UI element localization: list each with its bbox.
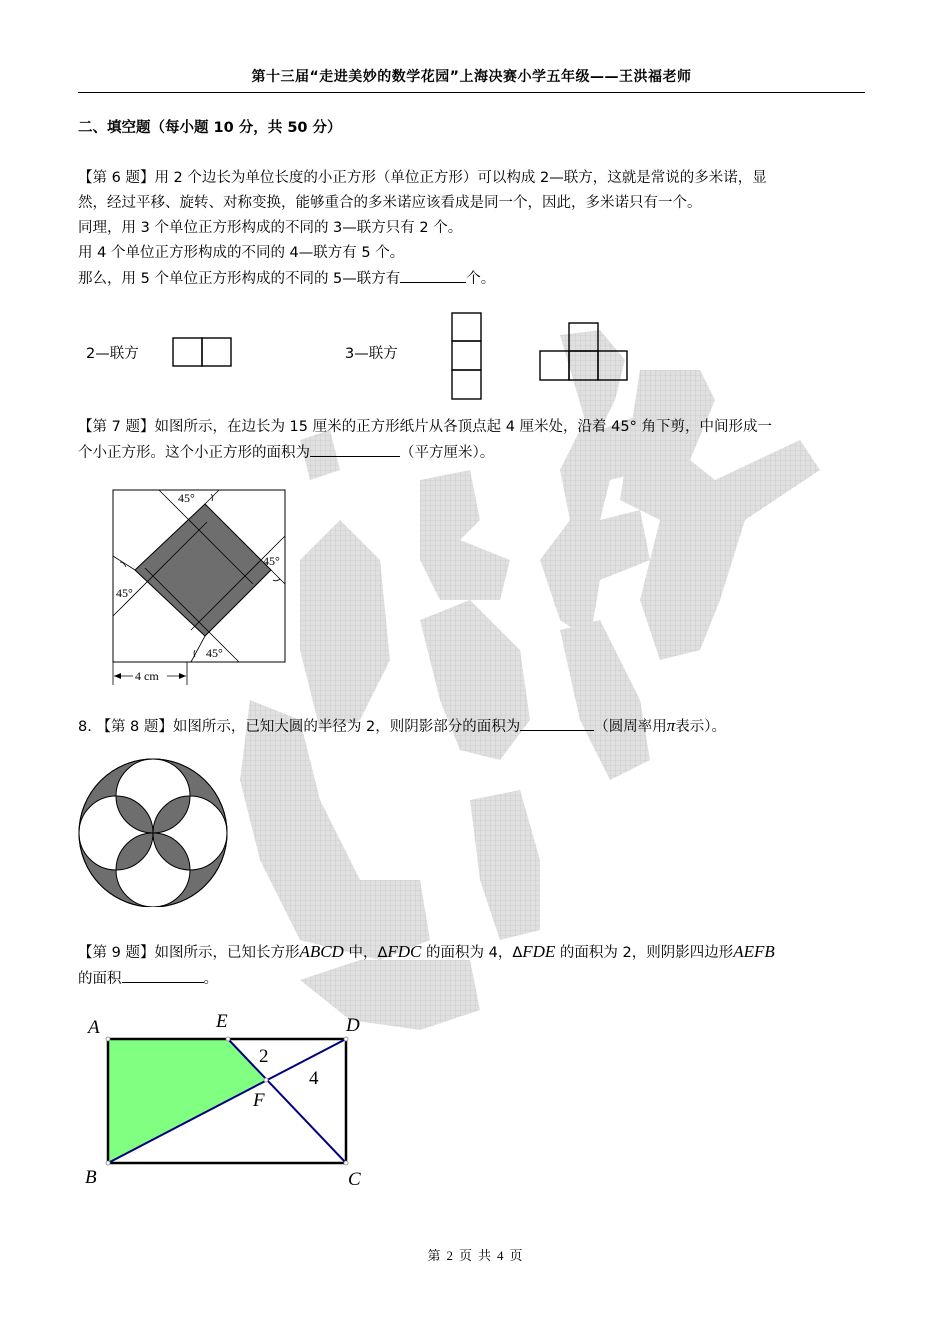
label-3-lianfang: 3—联方	[345, 346, 398, 362]
q9-line2	[78, 968, 218, 989]
q9-text-1: 【第 9 题】如图所示，已知长方形	[78, 945, 300, 961]
dimension-label: 4 cm	[135, 669, 159, 683]
q6-line3: 同理，用 3 个单位正方形构成的不同的 3—联方只有 2 个。	[78, 220, 463, 236]
triomino-straight-figure	[451, 312, 483, 402]
q7-unit: （平方厘米）。	[400, 445, 495, 461]
footer-text-3: 共	[478, 1248, 492, 1263]
q9-quad-aefb: AEFB	[733, 942, 775, 961]
q8-circle-figure	[77, 753, 231, 907]
label-D: D	[346, 1015, 360, 1036]
q7-line2	[78, 442, 494, 463]
label-F: F	[253, 1090, 265, 1111]
footer-text-4: 页	[509, 1248, 523, 1263]
label-B: B	[85, 1167, 97, 1188]
angle-label-top: 45°	[178, 491, 195, 505]
footer-total-pages: 4	[497, 1248, 504, 1263]
q6-question: 那么，用 5 个单位正方形构成的不同的 5—联方有	[78, 271, 401, 287]
q8-note: （圆周率用	[594, 719, 667, 735]
q9-triangle-fde: FDE	[522, 942, 556, 961]
q9-text-4: 的面积为 2，则阴影四边形	[555, 945, 734, 961]
q6-line4: 用 4 个单位正方形构成的不同的 4—联方有 5 个。	[78, 245, 405, 261]
label-C: C	[348, 1169, 361, 1190]
q9-text-2: 中，Δ	[343, 945, 388, 961]
q7-answer-blank[interactable]	[310, 442, 400, 457]
q9-rect-name: ABCD	[299, 942, 344, 961]
q7-line1: 【第 7 题】如图所示，在边长为 15 厘米的正方形纸片从各顶点起 4 厘米处，沿着 45° 角下剪，中间形成一	[78, 419, 772, 435]
shaded-quad-aefb	[108, 1039, 266, 1163]
q8-note-end: 表示）。	[675, 719, 727, 735]
angle-label-left: 45°	[116, 586, 133, 600]
q8-answer-blank[interactable]	[520, 716, 594, 731]
q6-line5	[78, 268, 495, 289]
triomino-t-figure	[539, 322, 629, 382]
q7-question: 个小正方形。这个小正方形的面积为	[78, 445, 310, 461]
footer-text-1: 第	[427, 1248, 441, 1263]
label-E: E	[216, 1011, 228, 1032]
q9-line1	[78, 942, 775, 963]
area-label-4: 4	[309, 1068, 319, 1089]
q6-answer-blank[interactable]	[400, 268, 466, 283]
q6-unit: 个。	[466, 271, 496, 287]
section-title: 二、填空题（每小题 10 分，共 50 分）	[78, 120, 342, 136]
footer-text-2: 页	[458, 1248, 472, 1263]
q7-square-figure	[108, 485, 298, 690]
domino-figure	[172, 337, 234, 369]
label-A: A	[88, 1017, 100, 1038]
footer-page-number: 2	[446, 1248, 453, 1263]
label-2-lianfang: 2—联方	[86, 346, 139, 362]
area-label-2: 2	[259, 1046, 269, 1067]
q8-number: 8.	[78, 719, 97, 735]
q9-triangle-fdc: FDC	[387, 942, 422, 961]
q8-line	[78, 716, 726, 737]
q6-line1: 【第 6 题】用 2 个边长为单位长度的小正方形（单位正方形）可以构成 2—联方，这就是常说的多米诺，显	[78, 170, 767, 186]
q8-question: 【第 8 题】如图所示，已知大圆的半径为 2，则阴影部分的面积为	[96, 719, 521, 735]
q9-answer-blank[interactable]	[122, 968, 204, 983]
q9-rectangle-figure	[78, 1005, 378, 1195]
q6-line2: 然，经过平移、旋转、对称变换，能够重合的多米诺应该看成是同一个，因此，多米诺只有一个。	[78, 195, 702, 211]
q9-end: 。	[203, 971, 218, 987]
page-header: 第十三届“走进美妙的数学花园”上海决赛小学五年级——王洪福老师	[78, 66, 865, 93]
angle-label-bottom: 45°	[206, 646, 223, 660]
page-footer	[0, 1245, 950, 1264]
q9-text-3: 的面积为 4，Δ	[421, 945, 523, 961]
q9-question: 的面积	[78, 971, 122, 987]
angle-label-right: 45°	[263, 554, 280, 568]
pi-symbol: π	[666, 716, 676, 735]
